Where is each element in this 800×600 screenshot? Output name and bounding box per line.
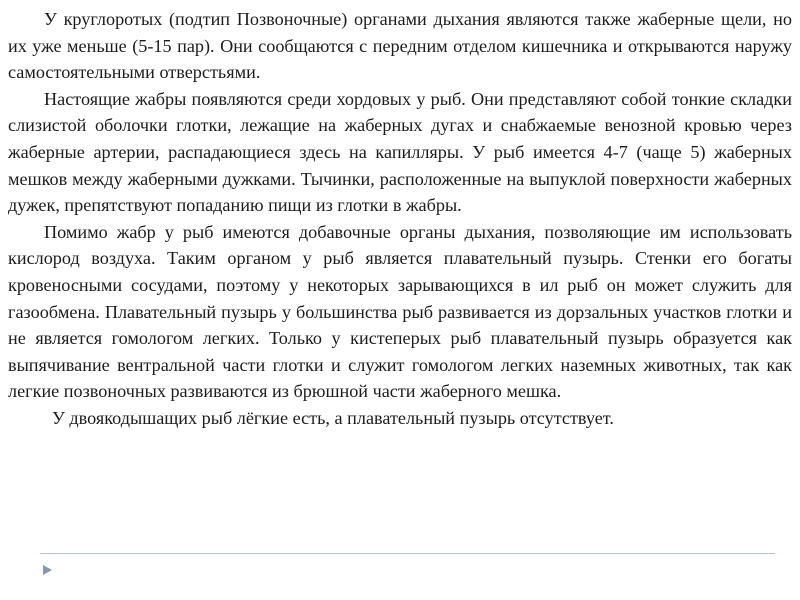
paragraph-2: Настоящие жабры появляются среди хордовых у рыб. Они представляют собой тонкие складки слизистой оболочки глотки, лежащие на жаберных дугах и снабжаемые венозной кровью через жаберные артерии, распадающиеся здесь на капилляры. У рыб имеется 4-7 (чаще 5) жаберных мешков между жаберными дужками. Тычинки, расположенные на выпуклой поверхности жаберных дужек, препятствуют попаданию пищи из глотки в жабры. (8, 88, 792, 216)
footer-divider (40, 553, 775, 554)
slide-body (8, 6, 792, 432)
triangle-right-icon (43, 565, 52, 575)
paragraph-3: Помимо жабр у рыб имеются добавочные органы дыхания, позволяющие им использовать кислород воздуха. Таким органом у рыб является плавательный пузырь. Стенки его богаты кровеносными сосудами, поэтому у некоторых зарывающихся в ил рыб он может служить для газообмена. Плавательный пузырь у большинства рыб развивается из дорзальных участков глотки и не является гомологом легких. Только у кистеперых рыб плавательный пузырь образуется как выпячивание вентральной части глотки и служит гомологом легких наземных животных, так как легкие позвоночных развиваются из брюшной части жаберного мешка. (8, 221, 792, 402)
paragraph-1: У круглоротых (подтип Позвоночные) органами дыхания являются также жаберные щели, но их уже меньше (5-15 пар). Они сообщаются с передним отделом кишечника и открываются наружу самостоятельными отверстьями. (8, 9, 792, 83)
paragraph-4: У двоякодышащих рыб лёгкие есть, а плавательный пузырь отсутствует. (52, 407, 614, 428)
